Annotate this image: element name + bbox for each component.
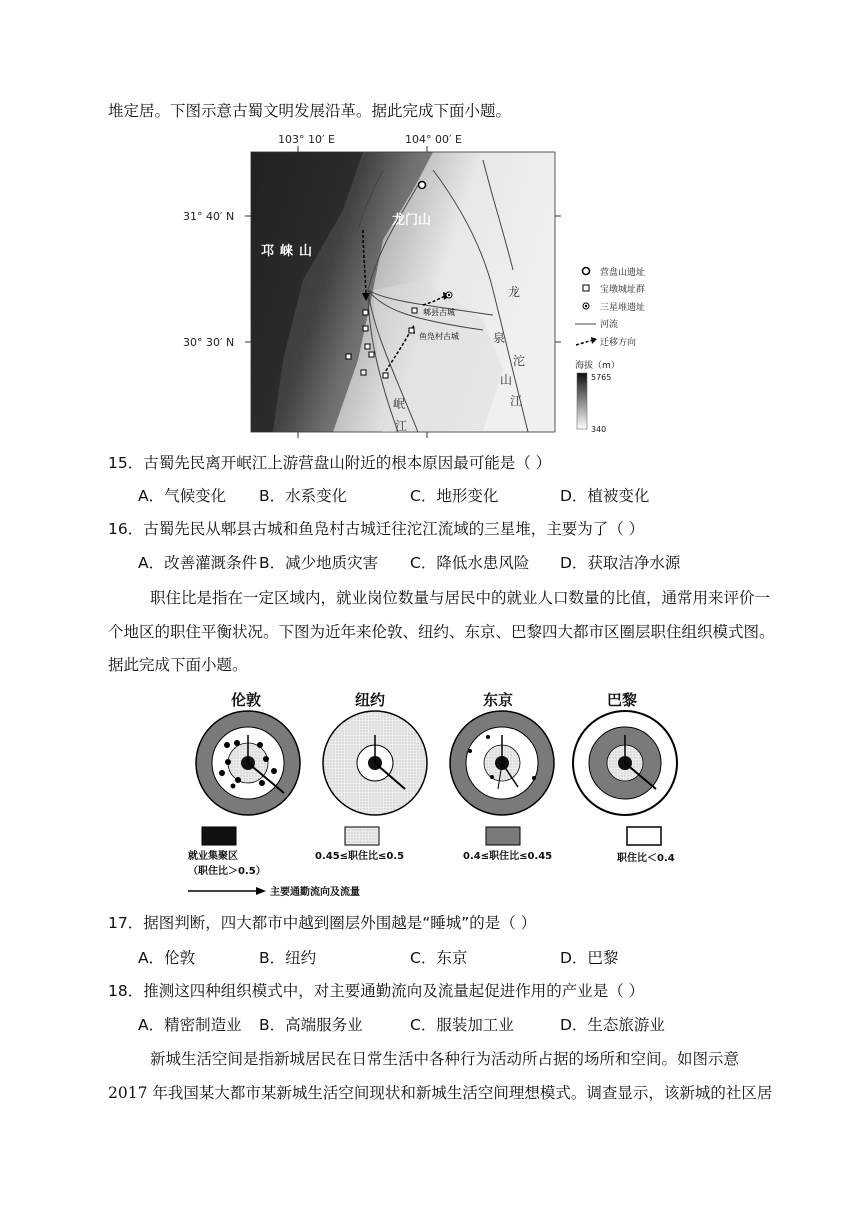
svg-text:340: 340 (591, 425, 607, 434)
q17-option-a[interactable]: A．伦敦 (138, 949, 196, 967)
lon-label-2: 104° 00′ E (405, 133, 462, 146)
para2-line-3: 据此完成下面小题。 (108, 656, 248, 674)
paris-model (573, 711, 677, 815)
q16-option-a[interactable]: A．改善灌溉条件 (138, 554, 258, 572)
city-london: 伦敦 (231, 691, 262, 709)
ancient-shu-map (183, 130, 673, 440)
city-newyork: 纽约 (355, 691, 386, 709)
sanxingdui-site (448, 294, 450, 296)
svg-text:宝墩城址群: 宝墩城址群 (600, 285, 646, 295)
label-pixian: 郫县古城 (423, 308, 455, 317)
label-minjiang: 岷 (393, 397, 406, 411)
q17-option-b[interactable]: B．纽约 (259, 949, 317, 967)
q17-option-c[interactable]: C．东京 (410, 949, 468, 967)
svg-text:三星堆遗址: 三星堆遗址 (600, 303, 646, 313)
q18-option-a[interactable]: A．精密制造业 (138, 1016, 242, 1034)
london-model (196, 711, 300, 815)
svg-text:河流: 河流 (600, 320, 619, 330)
q15-option-b[interactable]: B．水系变化 (259, 487, 348, 505)
svg-text:迁移方向: 迁移方向 (600, 338, 637, 348)
para3-line-2: 2017 年我国某大都市某新城生活空间现状和新城生活空间理想模式。调查显示，该新城的社区居 (108, 1084, 773, 1102)
svg-text:江: 江 (510, 394, 523, 408)
q15-stem: 15．古蜀先民离开岷江上游营盘山附近的根本原因最可能是（ ） (108, 454, 552, 472)
para2-line-1: 职住比是指在一定区域内，就业岗位数量与居民中的就业人口数量的比值，通常用来评价一 (150, 589, 771, 607)
svg-text:泉: 泉 (493, 331, 506, 345)
q16-stem: 16．古蜀先民从郫县古城和鱼凫村古城迁往沱江流域的三星堆，主要为了（ ） (108, 520, 645, 538)
label-longquan: 龙 (508, 285, 521, 299)
q18-stem: 18．推测这四种组织模式中，对主要通勤流向及流量起促进作用的产业是（ ） (108, 982, 645, 1000)
commute-model-figure (180, 685, 700, 900)
q17-stem: 17．据图判断，四大都市中越到圈层外围越是“睡城”的是（ ） (108, 914, 537, 932)
svg-text:就业集聚区: 就业集聚区 (188, 851, 238, 862)
q18-option-d[interactable]: D．生态旅游业 (560, 1016, 665, 1034)
svg-text:5765: 5765 (591, 373, 612, 382)
q16-option-d[interactable]: D．获取洁净水源 (560, 554, 681, 572)
svg-text:海拔（m）: 海拔（m） (575, 361, 620, 371)
city-paris: 巴黎 (607, 691, 638, 709)
fig2-legend (188, 827, 675, 898)
q15-option-d[interactable]: D．植被变化 (560, 487, 650, 505)
svg-text:0.4≤职住比≤0.45: 0.4≤职住比≤0.45 (463, 851, 553, 862)
q17-option-d[interactable]: D．巴黎 (560, 949, 619, 967)
tokyo-model (450, 711, 554, 815)
q18-option-c[interactable]: C．服装加工业 (410, 1016, 514, 1034)
q18-option-b[interactable]: B．高端服务业 (259, 1016, 363, 1034)
svg-text:江: 江 (395, 419, 408, 433)
yingpanshan-site (419, 182, 426, 189)
label-yufu: 鱼凫村古城 (419, 332, 459, 341)
newyork-model (323, 711, 427, 815)
city-tokyo: 东京 (483, 691, 514, 709)
intro-line: 堆定居。下图示意古蜀文明发展沿革。据此完成下面小题。 (108, 102, 512, 120)
svg-text:营盘山遗址: 营盘山遗址 (600, 268, 646, 278)
q15-option-a[interactable]: A．气候变化 (138, 487, 227, 505)
svg-text:0.45≤职住比≤0.5: 0.45≤职住比≤0.5 (315, 851, 405, 862)
map-legend (575, 266, 645, 434)
para3-line-1: 新城生活空间是指新城居民在日常生活中各种行为活动所占据的场所和空间。如图示意 (150, 1050, 740, 1068)
lon-label-1: 103° 10′ E (278, 133, 335, 146)
svg-text:（职住比＞0.5）: （职住比＞0.5） (188, 866, 266, 877)
svg-text:职住比＜0.4: 职住比＜0.4 (617, 853, 675, 864)
svg-text:山: 山 (500, 373, 513, 387)
label-longmen: 龙门山 (392, 213, 432, 228)
svg-text:主要通勤流向及流量: 主要通勤流向及流量 (270, 887, 360, 898)
q15-option-c[interactable]: C．地形变化 (410, 487, 499, 505)
q16-option-b[interactable]: B．减少地质灾害 (259, 554, 379, 572)
para2-line-2: 个地区的职住平衡状况。下图为近年来伦敦、纽约、东京、巴黎四大都市区圈层职住组织模式图。 (108, 623, 775, 641)
label-qionglai: 邛崃山 (261, 244, 319, 259)
q16-option-c[interactable]: C．降低水患风险 (410, 554, 530, 572)
label-tuojiang: 沱 (513, 354, 526, 368)
lat-label-1: 31° 40′ N (183, 210, 235, 223)
lat-label-2: 30° 30′ N (183, 336, 235, 349)
